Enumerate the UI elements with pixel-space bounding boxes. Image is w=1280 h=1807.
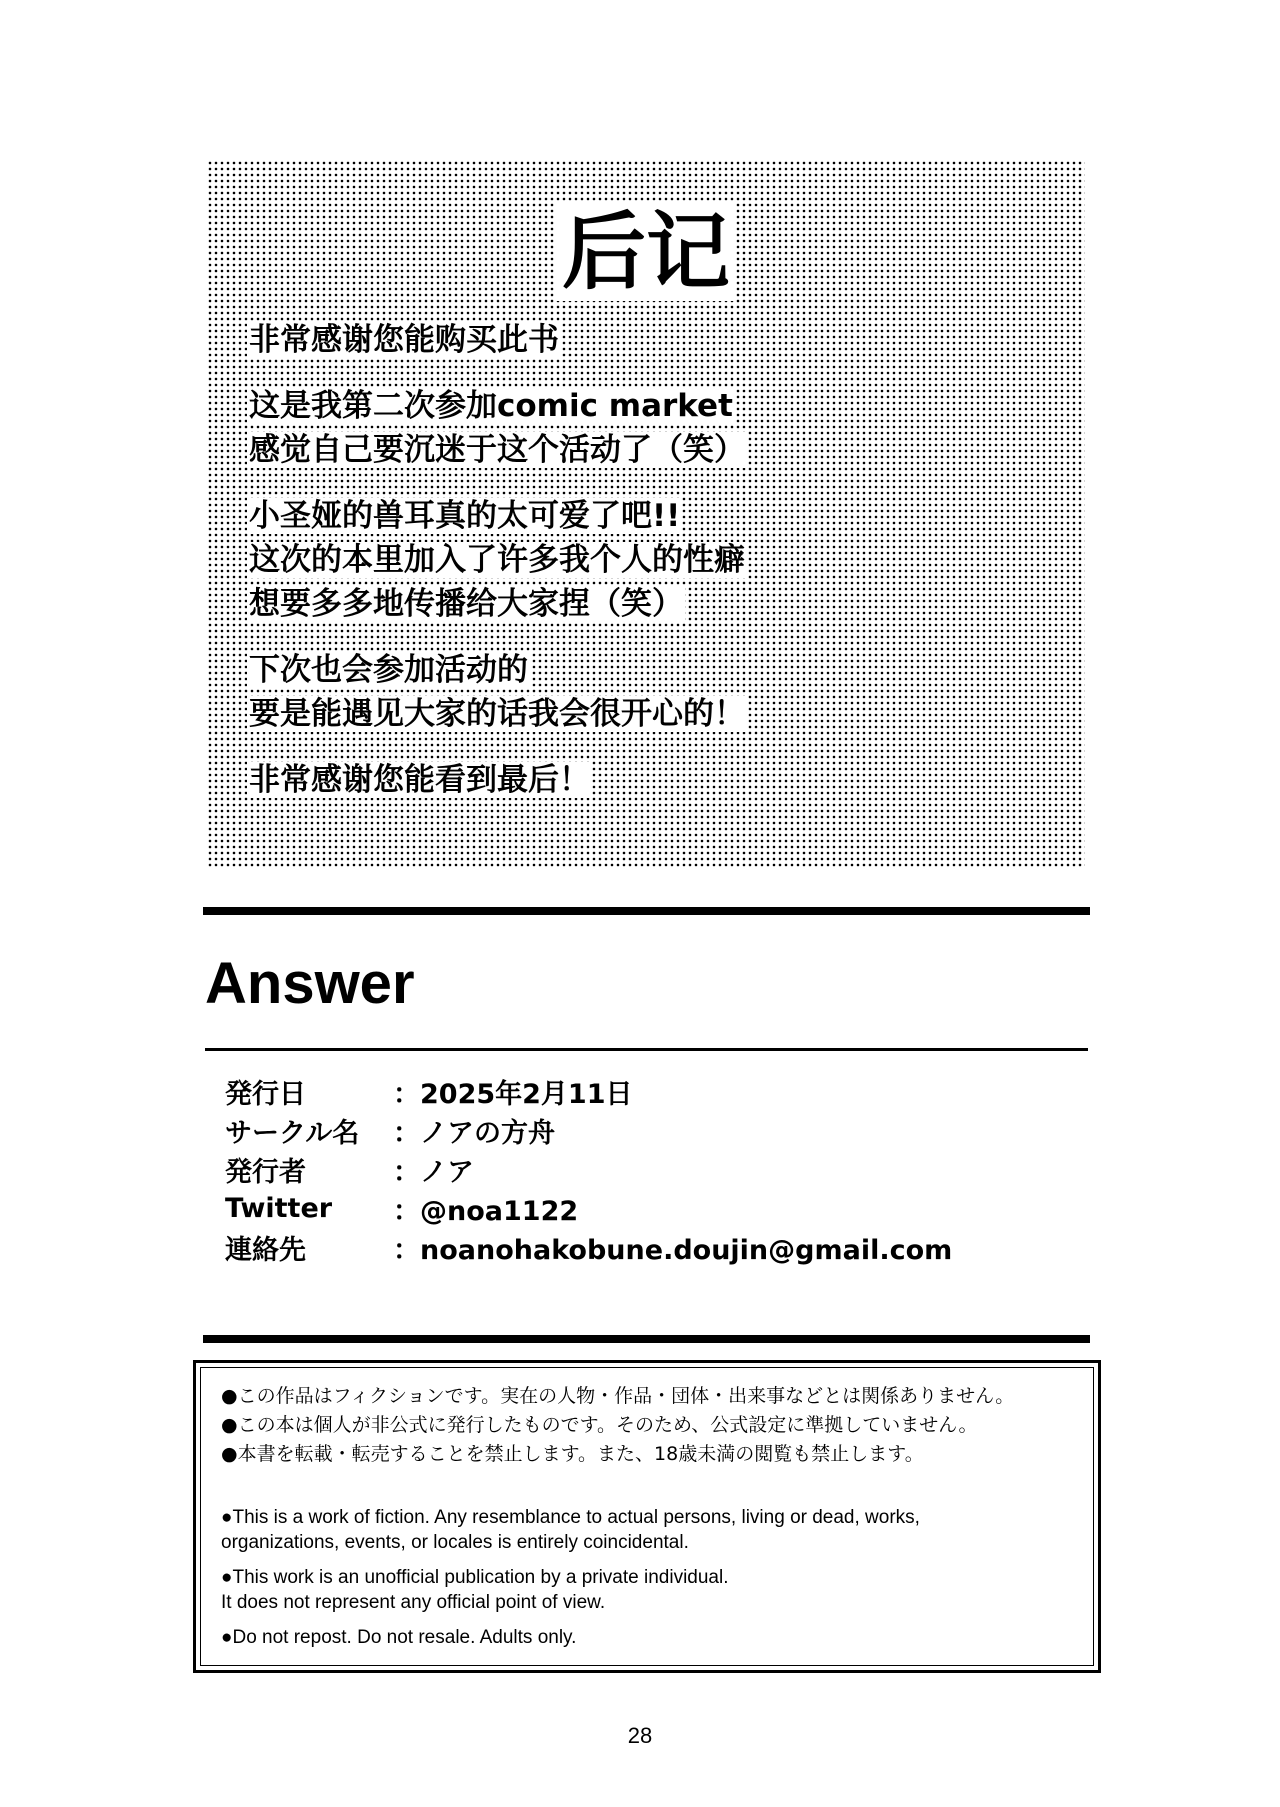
colophon-value: ：2025年2月11日 — [393, 1079, 633, 1110]
colophon-label: Twitter — [225, 1193, 333, 1224]
colophon-value: ：@noa1122 — [393, 1196, 579, 1227]
notice-en-line: organizations, events, or locales is entirely coincidental. — [221, 1532, 689, 1553]
afterword-paragraph — [247, 318, 747, 362]
divider — [205, 1048, 1088, 1051]
colophon-label: 発行日 — [225, 1079, 306, 1110]
afterword-paragraph — [247, 384, 747, 472]
colophon-value: ：ノア — [393, 1157, 474, 1188]
colophon-row — [225, 1228, 952, 1267]
notice-jp-item: ●本書を転載・転売することを禁止します。また、18歳未満の閲覧も禁止します。 — [221, 1443, 924, 1465]
notice-jp-item: ●この本は個人が非公式に発行したものです。そのため、公式設定に準拠していません。 — [221, 1414, 978, 1436]
notice-en-line: ●This is a work of fiction. Any resemblance to actual persons, living or dead, works, — [221, 1507, 920, 1528]
afterword-title: 后记 — [207, 185, 1085, 306]
afterword-panel — [207, 160, 1085, 868]
divider — [203, 1335, 1090, 1343]
afterword-line: 非常感谢您能购买此书 — [249, 322, 559, 358]
afterword-paragraph — [247, 758, 747, 802]
colophon-row — [225, 1072, 952, 1111]
notice-box — [193, 1360, 1101, 1673]
notice-en-item — [221, 1625, 1073, 1650]
afterword-text — [247, 318, 747, 824]
notice-en-line: It does not represent any official point of view. — [221, 1592, 606, 1613]
afterword-paragraph — [247, 648, 747, 736]
notice-en-item — [221, 1505, 1073, 1555]
colophon-label: サークル名 — [225, 1118, 360, 1149]
colophon-row — [225, 1150, 952, 1189]
afterword-line: 非常感谢您能看到最后！ — [249, 762, 590, 798]
afterword-paragraph — [247, 494, 747, 626]
afterword-line: 下次也会参加活动的 — [249, 652, 528, 688]
afterword-line: 想要多多地传播给大家捏（笑） — [249, 586, 683, 622]
afterword-line: 要是能遇见大家的话我会很开心的！ — [249, 696, 745, 732]
divider — [203, 907, 1090, 915]
colophon-label: 連絡先 — [225, 1235, 306, 1266]
notice-en-line: ●Do not repost. Do not resale. Adults only. — [221, 1627, 577, 1648]
colophon-value: ：ノアの方舟 — [393, 1118, 555, 1149]
notice-en-line: ●This work is an unofficial publication by a private individual. — [221, 1567, 729, 1588]
colophon-row — [225, 1111, 952, 1150]
colophon-row — [225, 1189, 952, 1228]
afterword-line: 小圣娅的兽耳真的太可爱了吧!! — [249, 498, 681, 534]
afterword-line: 这是我第二次参加comic market — [249, 388, 733, 424]
page-number: 28 — [627, 1723, 653, 1748]
notice-en-item — [221, 1565, 1073, 1615]
colophon-label: 発行者 — [225, 1157, 306, 1188]
colophon-info — [225, 1072, 952, 1267]
notice-jp-item: ●この作品はフィクションです。実在の人物・作品・団体・出来事などとは関係ありません。 — [221, 1385, 1015, 1407]
afterword-line: 感觉自己要沉迷于这个活动了（笑） — [249, 432, 745, 468]
book-title: Answer — [205, 951, 415, 1016]
afterword-line: 这次的本里加入了许多我个人的性癖 — [249, 542, 745, 578]
colophon-value: ：noanohakobune.doujin@gmail.com — [393, 1235, 953, 1266]
